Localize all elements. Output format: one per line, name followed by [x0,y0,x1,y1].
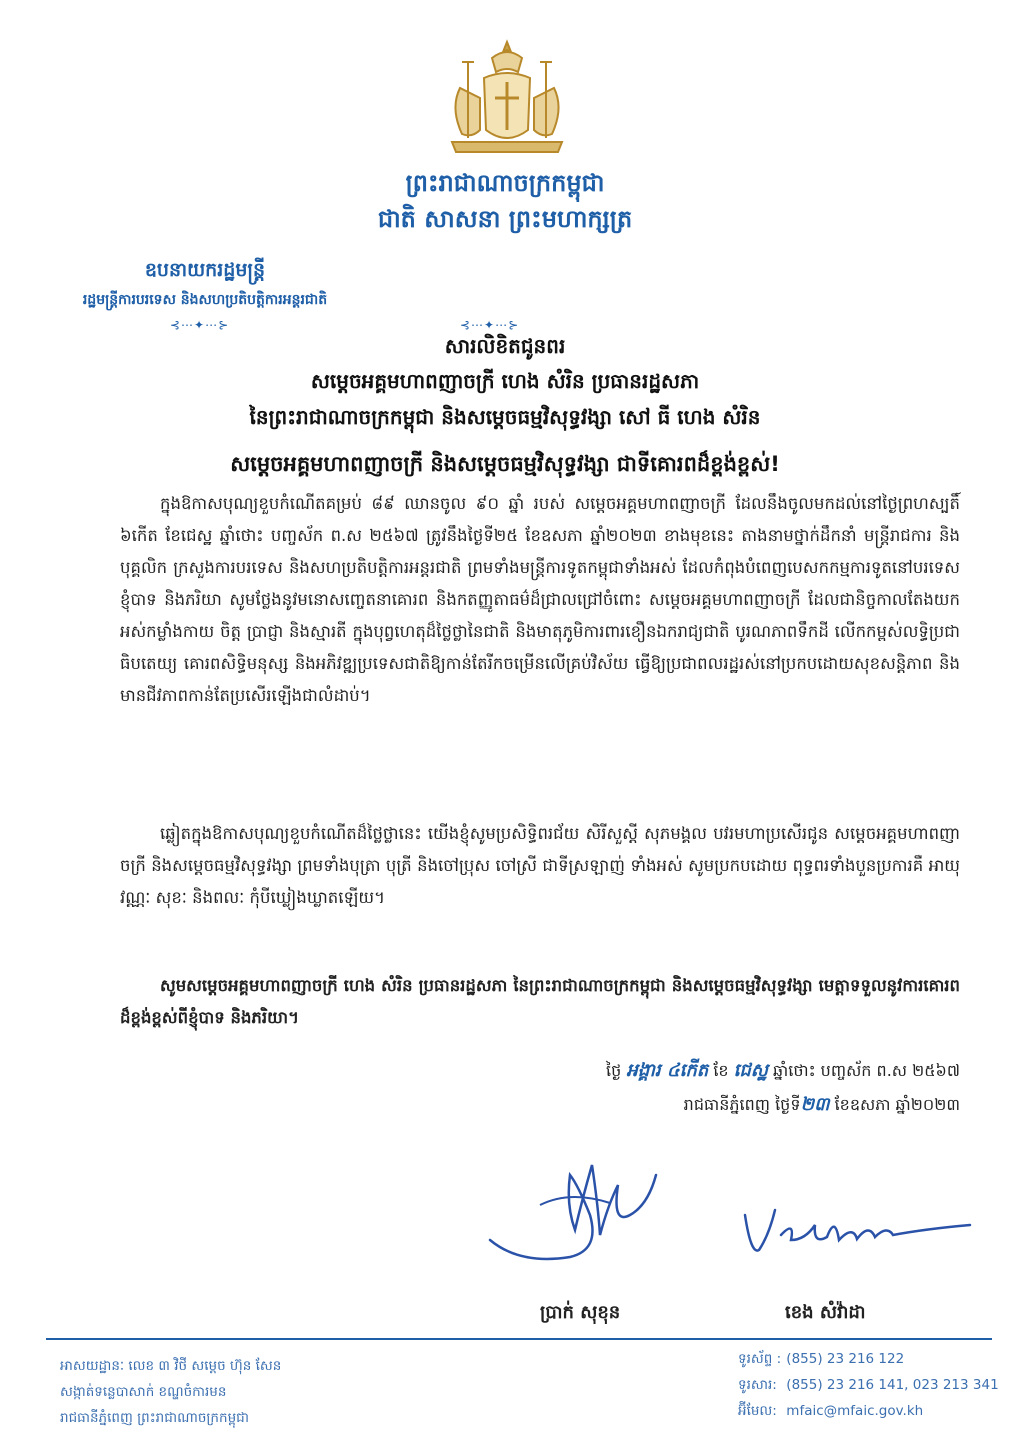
letter-heading: សារលិខិតជូនពរ [444,334,566,358]
address-line: អាសយដ្ឋានៈ លេខ ៣ វិថី សម្តេច ហ៊ុន សែន [60,1358,282,1374]
salutation: សម្តេចអគ្គមហាពញាចក្រី និងសម្តេចធម្មវិសុទ្ធវង្សា ជាទីគោរពដ៏ខ្ពង់ខ្ពស់! [230,452,780,476]
signer-name: ប្រាក់ សុខុន [540,1302,621,1323]
phone-number: (855) 23 216 122 [786,1351,905,1367]
email-address: mfaic@mfaic.gov.kh [786,1403,924,1419]
office-title: ឧបនាយករដ្ឋមន្ត្រី [144,259,266,281]
kingdom-name: ព្រះរាជាណាចក្រកម្ពុជា [405,169,605,197]
signature-1-icon [480,1145,680,1275]
footer-divider [46,1338,992,1340]
ornament-divider: ⊰⋯✦⋯⊱ [460,318,520,332]
email-row [738,1398,1008,1424]
lunar-date [400,1058,960,1085]
signature-2-icon [735,1195,975,1265]
body-paragraph: ឆ្លៀតក្នុងឱកាសបុណ្យខួបកំណើតដ៏ថ្លៃថ្លានេះ យើងខ្ញុំសូមប្រសិទ្ធិពរជ័យ សិរីសួស្តី សុភមង្គល បវរមហាប្រសើរជូន សម្តេចអគ្គមហាពញាចក្រី និងសម្តេចធម្មវិសុទ្ធវង្សា ព្រមទាំងបុត្រា បុត្រី និងចៅប្រុស ចៅស្រី ជាទីស្រឡាញ់ ទាំងអស់ សូមប្រកបដោយ ពុទ្ធពរទាំងបួនប្រការគឺ អាយុ វណ្ណៈ សុខៈ និងពលៈ កុំបីឃ្លៀងឃ្លាតឡើយ។ [120,824,960,907]
fax-number: (855) 23 216 141, 023 213 341 [786,1377,999,1393]
footer-contacts [738,1346,1008,1424]
ministry-name: រដ្ឋមន្ត្រីការបរទេស និងសហប្រតិបត្តិការអន្តរជាតិ [82,292,328,308]
body-paragraph: ក្នុងឱកាសបុណ្យខួបកំណើតគម្រប់ ៨៩ ឈានចូល ៩០ ឆ្នាំ របស់ សម្តេចអគ្គមហាពញាចក្រី ដែលនឹងចូលមកដល់នៅថ្ងៃព្រហស្បតិ៍ ៦កើត ខែជេស្ឋ ឆ្នាំថោះ បញ្ចស័ក ព.ស ២៥៦៧ ត្រូវនឹងថ្ងៃទី២៥ ខែឧសភា ឆ្នាំ២០២៣ ខាងមុខនេះ តាងនាមថ្នាក់ដឹកនាំ មន្ត្រីរាជការ និងបុគ្គលិក ក្រសួងការបរទេស និងសហប្រតិបត្តិការអន្តរជាតិ ព្រមទាំងមន្ត្រីការទូតកម្ពុជាទាំងអស់ ដែលកំពុងបំពេញបេសកកម្មការទូតនៅបរទេស ខ្ញុំបាទ និងភរិយា សូមថ្លែងនូវមនោសញ្ចេតនាគោរព និងកតញ្ញូតាធម៌ដ៏ជ្រាលជ្រៅចំពោះ សម្តេចអគ្គមហាពញាចក្រី ដែលជានិច្ចកាលតែងយកអស់កម្លាំងកាយ ចិត្ត ប្រាជ្ញា និងស្មារតី ក្នុងបុព្វហេតុដ៏ថ្លៃថ្លានៃជាតិ និងមាតុភូមិការពារខឿនឯករាជ្យជាតិ បូរណភាពទឹកដី លើកកម្ពស់លទ្ធិប្រជាធិបតេយ្យ គោរពសិទ្ធិមនុស្ស និងអភិវឌ្ឍប្រទេសជាតិឱ្យកាន់តែរីកចម្រើនលើគ្រប់វិស័យ ធ្វើឱ្យប្រជាពលរដ្ឋរស់នៅប្រកបដោយសុខសន្តិភាព និងមានជីវភាពកាន់តែប្រសើរឡើងជាលំដាប់។ [120,494,960,705]
recipient-line: នៃព្រះរាជាណាចក្រកម្ពុជា និងសម្តេចធម្មវិសុទ្ធវង្សា សៅ ធី ហេង សំរិន [249,405,761,429]
lunar-prefix: ថ្ងៃ [606,1061,622,1080]
phone-row [738,1346,1008,1372]
recipient-line: សម្តេចអគ្គមហាពញាចក្រី ហេង សំរិន ប្រធានរដ្ឋសភា [310,369,700,393]
ornament-divider: ⊰⋯✦⋯⊱ [170,318,230,332]
place-and-day-label: រាជធានីភ្នំពេញ ថ្ងៃទី [683,1095,801,1114]
fax-row [738,1372,1008,1398]
month-label: ខែ [713,1061,729,1080]
solar-date [400,1092,960,1119]
national-motto: ជាតិ សាសនា ព្រះមហាក្សត្រ [377,205,633,233]
fax-label: ទូរសារ: [738,1377,777,1393]
phone-label: ទូរស័ព្ទ : [738,1351,782,1367]
royal-arms-emblem-icon [432,38,582,158]
lunar-year: ឆ្នាំថោះ បញ្ចស័ក ព.ស ២៥៦៧ [773,1061,960,1080]
solar-month-year: ខែឧសភា ឆ្នាំ២០២៣ [834,1095,960,1114]
solar-day-handwritten: ២៣ [800,1094,830,1115]
lunar-day-handwritten: អង្គារ ៤កើត [626,1060,709,1081]
closing-paragraph: សូមសម្តេចអគ្គមហាពញាចក្រី ហេង សំរិន ប្រធានរដ្ឋសភា នៃព្រះរាជាណាចក្រកម្ពុជា និងសម្តេចធម្មវិសុទ្ធវង្សា មេត្តាទទួលនូវការគោរពដ៏ខ្ពង់ខ្ពស់ពីខ្ញុំបាទ និងភរិយា។ [120,976,960,1027]
address-line: រាជធានីភ្នំពេញ ព្រះរាជាណាចក្រកម្ពុជា [60,1410,249,1426]
lunar-month-handwritten: ជេស្ឋ [733,1060,768,1081]
footer-address [60,1353,560,1431]
address-line: សង្កាត់ទន្លេបាសាក់ ខណ្ឌចំការមន [60,1384,227,1400]
email-label: អ៊ីមែល: [738,1403,777,1419]
signer-name: ខេង សំវ៉ាដា [785,1302,866,1323]
